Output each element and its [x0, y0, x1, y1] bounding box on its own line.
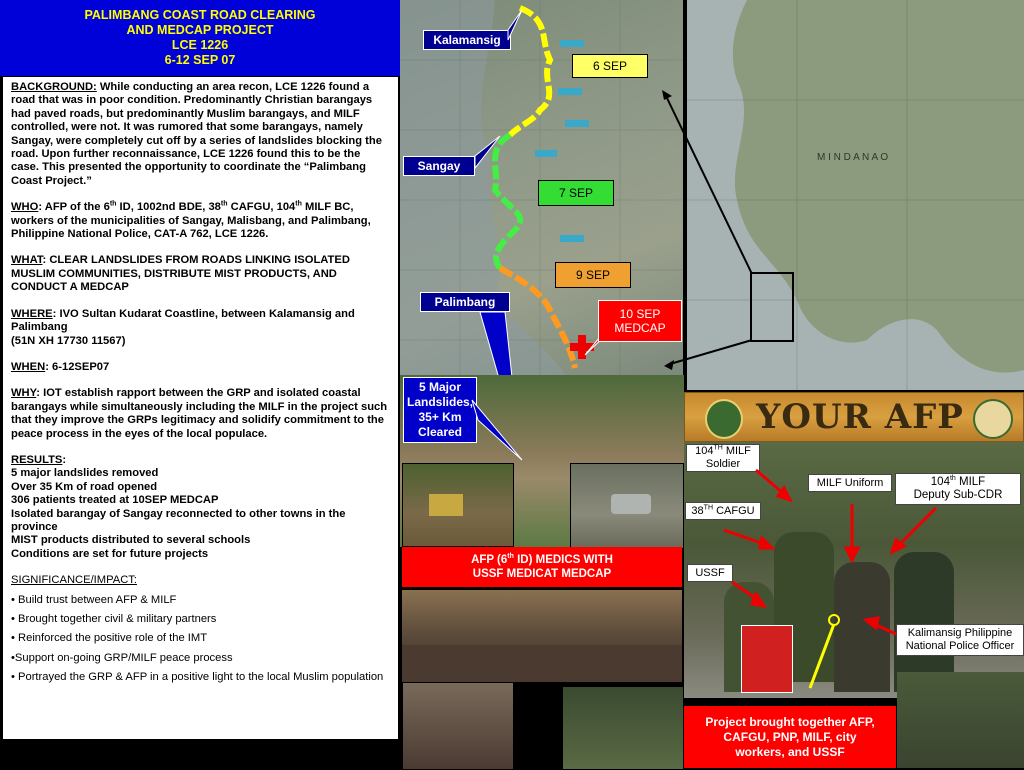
deputy-sup: th: [949, 475, 956, 483]
vehicle-shape: [611, 494, 651, 514]
title-line-3: LCE 1226: [171, 38, 229, 52]
medics-b: ID) MEDICS WITH: [513, 554, 613, 566]
who-sup-2: th: [220, 200, 228, 208]
medcap-crowd-band: [402, 645, 682, 682]
crowd-photo: [402, 682, 514, 770]
medics-sup: th: [507, 553, 514, 561]
landslides-callout: [403, 377, 477, 443]
title-line-1: PALIMBANG COAST ROAD CLEARING: [84, 8, 316, 22]
project-line-2: CAFGU, PNP, MILF, city: [723, 729, 857, 744]
sangay-pointer: [400, 120, 510, 180]
summary-text-panel: [2, 76, 399, 740]
where-label: WHERE: [11, 307, 53, 320]
who-text-b: ID, 1002nd BDE, 38: [116, 201, 221, 214]
who-sup-1: th: [109, 200, 117, 208]
label-6-sep: 6 SEP: [572, 54, 648, 78]
significance-item: •Support on-going GRP/MILF peace process: [11, 651, 233, 664]
landslides-pointer: [470, 380, 530, 470]
what-text: : CLEAR LANDSLIDES FROM ROADS LINKING ISOLATED MUSLIM COMMUNITIES, DISTRIBUTE MIST PRODUCTS, AND CONDUCT A MEDCAP: [11, 254, 350, 294]
yellow-pointer: [810, 624, 834, 688]
background-text: While conducting an area recon, LCE 1226 found a road that was in poor condition. Predominantly Christian barangays had paved roads, but predominantly Muslim barangays, and MILF controlled, were not. It was rumored that some barangays, namely Sangay, were completely cut off by a series of landslides blocking the road. Upon further reconnaissance, LCE 1226 found this to be the case. This presented the opportunity to coordinate the “Palimbang Coast Project.”: [11, 81, 382, 187]
results-label: RESULTS: [11, 453, 63, 466]
why-label: WHY: [11, 387, 37, 400]
landslides-line-1: 5 Major: [418, 380, 461, 394]
your-afp-banner: [684, 392, 1024, 442]
what-label: WHAT: [11, 254, 43, 267]
label-7-sep: 7 SEP: [538, 180, 614, 206]
cafgu-b: CAFGU: [713, 505, 755, 517]
results-item: 5 major landslides removed: [11, 467, 159, 480]
significance-item: • Portrayed the GRP & AFP in a positive light to the local Muslim population: [11, 671, 384, 684]
label-palimbang: Palimbang: [420, 292, 510, 312]
medics-a: AFP (6: [471, 554, 508, 566]
bulldozer-shape: [429, 494, 463, 516]
when-label: WHEN: [11, 360, 46, 373]
banner-title: YOUR AFP: [756, 397, 964, 437]
results-paragraph: [11, 454, 390, 561]
where-paragraph: [11, 308, 390, 348]
milf-soldier-b: MILF: [722, 445, 751, 457]
why-text: : IOT establish rapport between the GRP and isolated coastal barangays while simultaneously including the MILF in the project such that they improve the GRPs legitimacy and solidify commitment to the peace process in the eyes of the local populace.: [11, 387, 388, 440]
when-text: : 6-12SEP07: [45, 360, 110, 373]
afp-emblem-left-icon: [705, 399, 743, 439]
deputy-line-2: Deputy Sub-CDR: [913, 489, 1003, 501]
results-item: Over 35 Km of road opened: [11, 480, 158, 493]
label-ussf: USSF: [687, 564, 733, 582]
results-item: MIST products distributed to several schools: [11, 534, 251, 547]
significance-label-wrap: [11, 574, 390, 587]
who-label: WHO: [11, 201, 39, 214]
afp-emblem-right-icon: [973, 399, 1013, 439]
medics-caption-line-1: [402, 553, 682, 567]
cafgu-sup: TH: [703, 504, 714, 512]
title-line-4: 6-12 SEP 07: [164, 53, 236, 67]
project-line-3: workers, and USSF: [735, 744, 845, 759]
cafgu-a: 38: [691, 505, 704, 517]
milf-soldier-line-2: Soldier: [705, 458, 741, 470]
who-text-a: : AFP of the 6: [38, 201, 110, 214]
label-9-sep: 9 SEP: [555, 262, 631, 288]
label-milf-uniform: MILF Uniform: [808, 474, 892, 492]
field-team-photo: [897, 672, 1024, 768]
where-text: : IVO Sultan Kudarat Coastline, between Kalamansig and Palimbang: [11, 307, 355, 334]
who-text-c: CAFGU, 104: [227, 201, 296, 214]
results-colon: :: [62, 453, 67, 466]
milf-soldier-sup: TH: [713, 444, 723, 452]
medcap-line-1: 10 SEP: [619, 307, 661, 321]
bulldozer-photo: [402, 463, 514, 547]
results-item: 306 patients treated at 10SEP MEDCAP: [11, 494, 219, 507]
background-paragraph: [11, 81, 390, 188]
deputy-b: MILF: [955, 476, 986, 488]
kalamansig-pointer: [420, 0, 540, 60]
what-paragraph: [11, 254, 390, 294]
who-sup-3: th: [295, 200, 302, 208]
medics-caption-line-2: USSF MEDICAT MEDCAP: [472, 568, 612, 580]
project-line-1: Project brought together AFP,: [705, 714, 875, 729]
who-paragraph: [11, 201, 390, 241]
significance-item: • Brought together civil & military partners: [11, 613, 217, 625]
landslides-line-2: Landslides,: [406, 395, 474, 409]
significance-item: • Build trust between AFP & MILF: [11, 593, 177, 606]
results-item: Conditions are set for future projects: [11, 547, 209, 560]
map-connector-arrows: [640, 80, 760, 380]
project-summary-box: [684, 706, 896, 768]
who-text-d: MILF BC, workers of the municipalities of Sangay, Malisbang, and Palimbang, Philippine National Police, CAT-A 762, LCE 1226.: [11, 201, 371, 241]
milf-soldier-a: 104: [695, 445, 714, 457]
label-kalamansig: Kalamansig: [423, 30, 511, 50]
page-title: [0, 0, 400, 76]
when-paragraph: [11, 361, 390, 374]
significance-label: SIGNIFICANCE/IMPACT:: [11, 574, 137, 587]
flooded-road-photo: [570, 463, 684, 549]
medcap-group-photo: [402, 590, 682, 682]
group-photo-arrows: [684, 442, 1024, 698]
significance-item: • Reinforced the positive role of the IMT: [11, 632, 208, 645]
landslides-line-3: 35+ Km: [418, 410, 462, 424]
medcap-line-2: MEDCAP: [614, 321, 666, 335]
medics-caption: [402, 547, 682, 587]
soldiers-group-photo: [562, 686, 684, 770]
title-line-2: AND MEDCAP PROJECT: [126, 23, 274, 37]
pnp-line-1: Kalimansig Philippine: [907, 627, 1013, 639]
mindanao-label: M I N D A N A O: [817, 152, 889, 163]
where-grid: (51N XH 17730 11567): [11, 334, 126, 347]
results-item: Isolated barangay of Sangay reconnected to other towns in the province: [11, 507, 346, 533]
pnp-line-2: National Police Officer: [905, 640, 1015, 652]
label-sangay: Sangay: [403, 156, 475, 176]
deputy-a: 104: [930, 476, 950, 488]
why-paragraph: [11, 387, 390, 441]
background-label: BACKGROUND:: [11, 81, 97, 93]
landslides-line-4: Cleared: [417, 425, 463, 439]
